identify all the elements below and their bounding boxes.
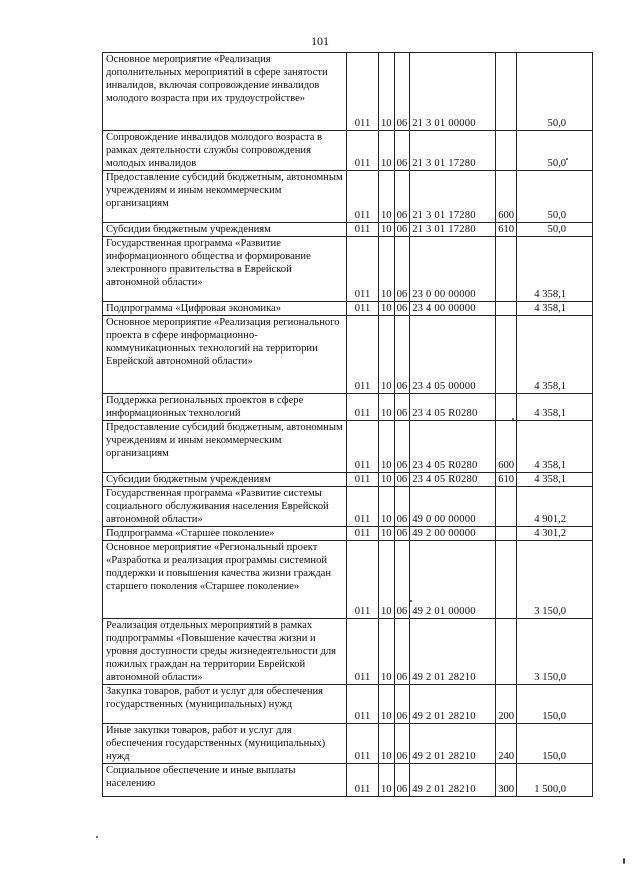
row-name: Основное мероприятие «Реализация регионального проекта в сфере информационно-коммуникационных технологий на территории Еврейской автономной области» xyxy=(103,316,347,394)
row-code-gr: 011 xyxy=(347,724,379,764)
row-code-pr: 06 xyxy=(394,302,410,316)
row-code-gr: 011 xyxy=(347,131,379,171)
row-code-pr: 06 xyxy=(394,619,410,685)
row-name: Основное мероприятие «Реализация дополнительных мероприятий в сфере занятости инвалидов, включая сопровождение инвалидов молодого возраста при их трудоустройстве» xyxy=(103,53,347,131)
table-row xyxy=(103,685,593,724)
row-code-csr: 49 2 01 28210 xyxy=(410,724,496,764)
row-amount: 3 150,0 xyxy=(517,619,593,685)
row-name: Закупка товаров, работ и услуг для обеспечения государственных (муниципальных) нужд xyxy=(103,685,347,724)
row-code-pr: 06 xyxy=(394,724,410,764)
row-code-vr: 240 xyxy=(496,724,517,764)
row-code-gr: 011 xyxy=(347,421,379,473)
table-row xyxy=(103,171,593,223)
table-row xyxy=(103,764,593,797)
row-amount: 4 358,1 xyxy=(517,302,593,316)
row-code-vr xyxy=(496,487,517,527)
table-row xyxy=(103,487,593,527)
row-amount: 150,0 xyxy=(517,685,593,724)
scan-speck xyxy=(410,600,412,602)
table-row xyxy=(103,302,593,316)
row-name: Субсидии бюджетным учреждениям xyxy=(103,473,347,487)
scan-speck xyxy=(512,418,514,420)
row-code-csr: 23 4 05 R0280 xyxy=(410,394,496,421)
row-code-vr xyxy=(496,527,517,541)
table-row xyxy=(103,53,593,131)
row-code-vr: 600 xyxy=(496,421,517,473)
table-row xyxy=(103,223,593,237)
table-row xyxy=(103,473,593,487)
row-code-rz: 10 xyxy=(379,171,395,223)
row-code-rz: 10 xyxy=(379,487,395,527)
row-amount: 3 150,0 xyxy=(517,541,593,619)
row-code-rz: 10 xyxy=(379,527,395,541)
row-amount: 4 301,2 xyxy=(517,527,593,541)
row-code-pr: 06 xyxy=(394,527,410,541)
row-code-csr: 49 2 00 00000 xyxy=(410,527,496,541)
row-code-gr: 011 xyxy=(347,487,379,527)
row-code-csr: 23 4 05 00000 xyxy=(410,316,496,394)
row-amount: 50,0 xyxy=(517,53,593,131)
row-code-pr: 06 xyxy=(394,394,410,421)
table-row xyxy=(103,541,593,619)
budget-table xyxy=(102,52,593,797)
row-code-rz: 10 xyxy=(379,685,395,724)
row-code-rz: 10 xyxy=(379,421,395,473)
row-code-vr xyxy=(496,394,517,421)
row-code-gr: 011 xyxy=(347,223,379,237)
row-code-rz: 10 xyxy=(379,316,395,394)
row-code-rz: 10 xyxy=(379,724,395,764)
row-code-rz: 10 xyxy=(379,237,395,302)
row-amount: 4 358,1 xyxy=(517,394,593,421)
row-code-csr: 49 2 01 00000 xyxy=(410,541,496,619)
row-amount: 50,0 xyxy=(517,131,593,171)
row-name: Социальное обеспечение и иные выплаты населению xyxy=(103,764,347,797)
row-code-csr: 23 4 00 00000 xyxy=(410,302,496,316)
row-amount: 4 901,2 xyxy=(517,487,593,527)
row-code-rz: 10 xyxy=(379,302,395,316)
row-code-csr: 21 3 01 17280 xyxy=(410,171,496,223)
row-name: Иные закупки товаров, работ и услуг для обеспечения государственных (муниципальных) нужд xyxy=(103,724,347,764)
row-amount: 4 358,1 xyxy=(517,316,593,394)
row-amount: 50,0 xyxy=(517,171,593,223)
row-name: Основное мероприятие «Региональный проект «Разработка и реализация программы системной поддержки и повышения качества жизни граждан старшего поколения «Старшее поколение» xyxy=(103,541,347,619)
row-code-vr xyxy=(496,237,517,302)
row-code-rz: 10 xyxy=(379,473,395,487)
row-name: Предоставление субсидий бюджетным, автономным учреждениям и иным некоммерческим организациям xyxy=(103,171,347,223)
scan-speck xyxy=(623,858,625,864)
row-code-rz: 10 xyxy=(379,223,395,237)
table-row xyxy=(103,619,593,685)
row-code-rz: 10 xyxy=(379,764,395,797)
page-number: 101 xyxy=(311,34,329,48)
row-name: Сопровождение инвалидов молодого возраста в рамках деятельности службы сопровождения молодых инвалидов xyxy=(103,131,347,171)
row-code-csr: 49 2 01 28210 xyxy=(410,764,496,797)
row-code-rz: 10 xyxy=(379,394,395,421)
row-code-rz: 10 xyxy=(379,619,395,685)
row-code-pr: 06 xyxy=(394,316,410,394)
row-code-pr: 06 xyxy=(394,473,410,487)
table-row xyxy=(103,724,593,764)
row-code-pr: 06 xyxy=(394,237,410,302)
row-code-gr: 011 xyxy=(347,527,379,541)
row-code-gr: 011 xyxy=(347,619,379,685)
row-amount: 50,0 xyxy=(517,223,593,237)
row-amount: 4 358,1 xyxy=(517,421,593,473)
row-code-pr: 06 xyxy=(394,53,410,131)
table-row xyxy=(103,394,593,421)
row-code-vr: 300 xyxy=(496,764,517,797)
table-row xyxy=(103,316,593,394)
row-code-csr: 21 3 01 17280 xyxy=(410,131,496,171)
row-code-gr: 011 xyxy=(347,171,379,223)
row-code-csr: 23 4 05 R0280 xyxy=(410,473,496,487)
row-name: Реализация отдельных мероприятий в рамках подпрограммы «Повышение качества жизни и уровня доступности среды жизнедеятельности для пожилых граждан на территории Еврейской автономной области» xyxy=(103,619,347,685)
row-code-gr: 011 xyxy=(347,541,379,619)
row-code-pr: 06 xyxy=(394,487,410,527)
row-code-vr: 600 xyxy=(496,171,517,223)
row-code-vr xyxy=(496,302,517,316)
row-code-gr: 011 xyxy=(347,302,379,316)
row-code-csr: 21 3 01 17280 xyxy=(410,223,496,237)
table-row xyxy=(103,237,593,302)
row-code-gr: 011 xyxy=(347,237,379,302)
row-code-gr: 011 xyxy=(347,394,379,421)
table-row xyxy=(103,527,593,541)
row-amount: 4 358,1 xyxy=(517,237,593,302)
row-code-vr xyxy=(496,131,517,171)
row-code-vr xyxy=(496,619,517,685)
row-code-rz: 10 xyxy=(379,131,395,171)
row-code-gr: 011 xyxy=(347,53,379,131)
row-code-csr: 49 2 01 28210 xyxy=(410,685,496,724)
row-code-pr: 06 xyxy=(394,171,410,223)
row-code-pr: 06 xyxy=(394,223,410,237)
row-amount: 150,0 xyxy=(517,724,593,764)
row-code-pr: 06 xyxy=(394,685,410,724)
scan-speck xyxy=(96,836,98,838)
row-name: Подпрограмма «Старшее поколение» xyxy=(103,527,347,541)
row-code-rz: 10 xyxy=(379,53,395,131)
row-code-pr: 06 xyxy=(394,764,410,797)
row-code-csr: 23 0 00 00000 xyxy=(410,237,496,302)
row-code-vr xyxy=(496,53,517,131)
row-code-pr: 06 xyxy=(394,131,410,171)
row-code-gr: 011 xyxy=(347,473,379,487)
row-name: Предоставление субсидий бюджетным, автономным учреждениям и иным некоммерческим организациям xyxy=(103,421,347,473)
scan-speck xyxy=(566,158,568,160)
row-code-vr xyxy=(496,316,517,394)
row-name: Поддержка региональных проектов в сфере информационных технологий xyxy=(103,394,347,421)
row-code-vr: 610 xyxy=(496,473,517,487)
row-code-rz: 10 xyxy=(379,541,395,619)
row-code-pr: 06 xyxy=(394,421,410,473)
row-name: Государственная программа «Развитие системы социального обслуживания населения Еврейской автономной области» xyxy=(103,487,347,527)
row-name: Субсидии бюджетным учреждениям xyxy=(103,223,347,237)
row-code-vr: 200 xyxy=(496,685,517,724)
row-amount: 4 358,1 xyxy=(517,473,593,487)
row-code-vr xyxy=(496,541,517,619)
row-code-pr: 06 xyxy=(394,541,410,619)
row-code-csr: 49 2 01 28210 xyxy=(410,619,496,685)
row-name: Государственная программа «Развитие информационного общества и формирование электронного правительства в Еврейской автономной области» xyxy=(103,237,347,302)
row-code-gr: 011 xyxy=(347,764,379,797)
row-code-gr: 011 xyxy=(347,685,379,724)
table-row xyxy=(103,421,593,473)
row-code-gr: 011 xyxy=(347,316,379,394)
row-code-vr: 610 xyxy=(496,223,517,237)
row-amount: 1 500,0 xyxy=(517,764,593,797)
table-row xyxy=(103,131,593,171)
row-name: Подпрограмма «Цифровая экономика» xyxy=(103,302,347,316)
row-code-csr: 49 0 00 00000 xyxy=(410,487,496,527)
row-code-csr: 21 3 01 00000 xyxy=(410,53,496,131)
row-code-csr: 23 4 05 R0280 xyxy=(410,421,496,473)
